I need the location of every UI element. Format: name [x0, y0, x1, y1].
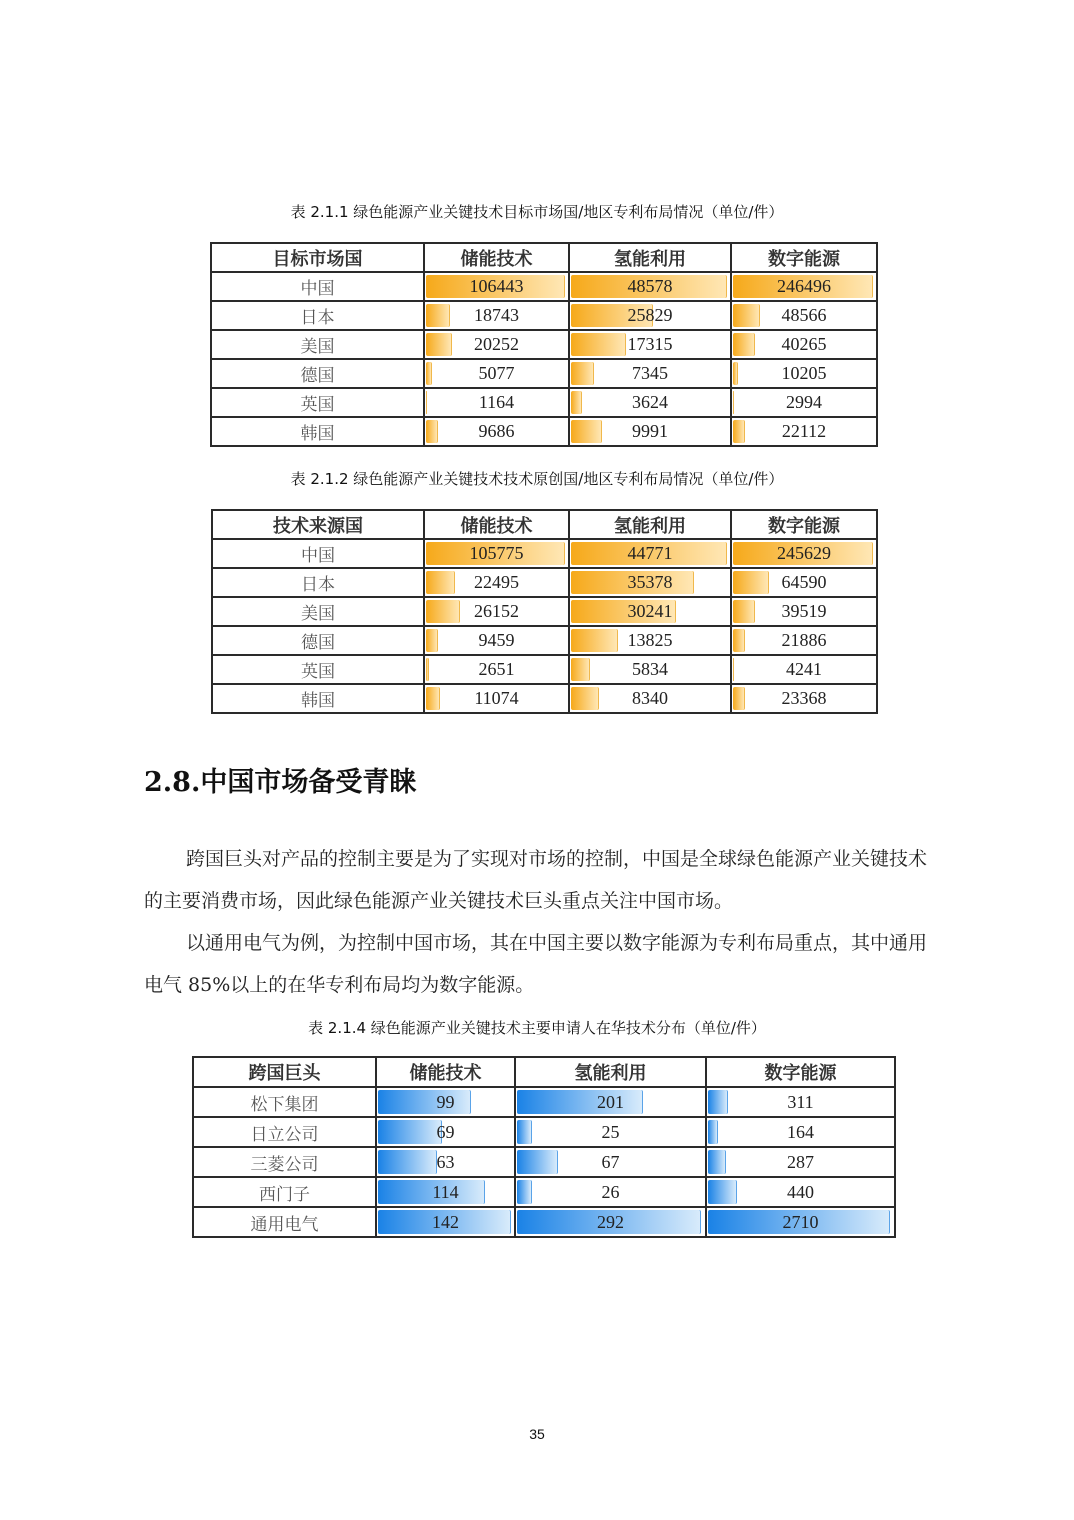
- data-cell: [731, 359, 877, 388]
- data-bar: [733, 391, 734, 414]
- data-cell: [376, 1207, 515, 1237]
- data-cell: [424, 539, 569, 568]
- cell-value: 245629: [777, 543, 831, 563]
- data-bar: [378, 1120, 442, 1144]
- data-bar: [733, 333, 755, 356]
- data-cell: [424, 684, 569, 713]
- column-header: 数字能源: [706, 1057, 895, 1087]
- paragraph-1: 跨国巨头对产品的控制主要是为了实现对市场的控制，中国是全球绿色能源产业关键技术的主要消费市场，因此绿色能源产业关键技术巨头重点关注中国市场。: [144, 838, 944, 922]
- data-cell: [569, 568, 731, 597]
- column-header: 储能技术: [424, 243, 569, 272]
- row-label: 韩国: [212, 684, 424, 713]
- table2: [211, 509, 878, 714]
- row-label: 通用电气: [193, 1207, 376, 1237]
- data-cell: [731, 301, 877, 330]
- cell-value: 11074: [474, 688, 518, 708]
- data-cell: [731, 539, 877, 568]
- row-label: 中国: [212, 539, 424, 568]
- cell-value: 201: [597, 1092, 624, 1112]
- column-header: 氢能利用: [569, 243, 731, 272]
- data-cell: [706, 1177, 895, 1207]
- table-row: [193, 1177, 895, 1207]
- table-row: [193, 1087, 895, 1117]
- cell-value: 63: [437, 1152, 455, 1172]
- data-cell: [731, 330, 877, 359]
- data-cell: [706, 1207, 895, 1237]
- cell-value: 440: [787, 1182, 814, 1202]
- cell-value: 20252: [474, 334, 519, 354]
- row-label: 日立公司: [193, 1117, 376, 1147]
- data-bar: [708, 1180, 737, 1204]
- data-cell: [569, 597, 731, 626]
- cell-value: 2994: [786, 392, 822, 412]
- column-header: 技术来源国: [212, 510, 424, 539]
- table-row: [211, 330, 877, 359]
- cell-value: 164: [787, 1122, 814, 1142]
- data-cell: [515, 1177, 706, 1207]
- cell-value: 287: [787, 1152, 814, 1172]
- data-cell: [569, 388, 731, 417]
- page-number: 35: [0, 1426, 1074, 1442]
- data-bar: [733, 629, 745, 652]
- cell-value: 5077: [479, 363, 515, 383]
- header-row: [193, 1057, 895, 1087]
- data-bar: [426, 571, 455, 594]
- cell-value: 106443: [470, 276, 524, 296]
- data-bar: [378, 1090, 471, 1114]
- cell-value: 48566: [782, 305, 827, 325]
- table-row: [211, 301, 877, 330]
- row-label: 美国: [211, 330, 424, 359]
- table-row: [193, 1117, 895, 1147]
- cell-value: 39519: [782, 601, 827, 621]
- cell-value: 69: [437, 1122, 455, 1142]
- cell-value: 4241: [786, 659, 822, 679]
- table3-caption: 表 2.1.4 绿色能源产业关键技术主要申请人在华技术分布（单位/件）: [0, 1017, 1074, 1038]
- data-bar: [708, 1150, 726, 1174]
- table-row: [193, 1207, 895, 1237]
- data-bar: [571, 687, 599, 710]
- data-bar: [708, 1090, 728, 1114]
- data-cell: [706, 1117, 895, 1147]
- cell-value: 9991: [632, 421, 668, 441]
- row-label: 日本: [211, 301, 424, 330]
- data-bar: [733, 658, 734, 681]
- data-cell: [706, 1087, 895, 1117]
- data-bar: [426, 304, 450, 327]
- column-header: 氢能利用: [569, 510, 731, 539]
- header-row: [211, 243, 877, 272]
- data-cell: [569, 301, 731, 330]
- data-cell: [424, 301, 569, 330]
- data-cell: [731, 684, 877, 713]
- row-label: 韩国: [211, 417, 424, 446]
- cell-value: 246496: [777, 276, 831, 296]
- data-cell: [731, 655, 877, 684]
- data-cell: [424, 597, 569, 626]
- table3: [192, 1056, 896, 1238]
- column-header: 储能技术: [376, 1057, 515, 1087]
- cell-value: 48578: [628, 276, 673, 296]
- data-bar: [571, 333, 626, 356]
- cell-value: 26: [602, 1182, 620, 1202]
- cell-value: 13825: [628, 630, 673, 650]
- data-bar: [733, 420, 745, 443]
- column-header: 跨国巨头: [193, 1057, 376, 1087]
- cell-value: 3624: [632, 392, 668, 412]
- data-cell: [424, 388, 569, 417]
- table1: [210, 242, 878, 447]
- data-bar: [733, 600, 755, 623]
- data-cell: [731, 568, 877, 597]
- data-cell: [569, 272, 731, 301]
- cell-value: 25829: [628, 305, 673, 325]
- cell-value: 40265: [782, 334, 827, 354]
- cell-value: 23368: [782, 688, 827, 708]
- cell-value: 26152: [474, 601, 519, 621]
- cell-value: 35378: [628, 572, 673, 592]
- data-bar: [733, 571, 769, 594]
- data-bar: [426, 658, 429, 681]
- table-row: [211, 417, 877, 446]
- row-label: 美国: [212, 597, 424, 626]
- data-cell: [569, 330, 731, 359]
- table1-caption: 表 2.1.1 绿色能源产业关键技术目标市场国/地区专利布局情况（单位/件）: [0, 201, 1074, 222]
- cell-value: 1164: [479, 392, 514, 412]
- data-cell: [376, 1117, 515, 1147]
- data-bar: [426, 362, 432, 385]
- data-bar: [517, 1120, 532, 1144]
- cell-value: 18743: [474, 305, 519, 325]
- data-cell: [706, 1147, 895, 1177]
- table-row: [211, 272, 877, 301]
- data-bar: [426, 600, 460, 623]
- data-bar: [517, 1180, 532, 1204]
- row-label: 三菱公司: [193, 1147, 376, 1177]
- cell-value: 292: [597, 1212, 624, 1232]
- data-cell: [569, 417, 731, 446]
- cell-value: 21886: [782, 630, 827, 650]
- column-header: 数字能源: [731, 243, 877, 272]
- data-bar: [571, 658, 590, 681]
- data-cell: [731, 272, 877, 301]
- table-row: [212, 655, 877, 684]
- table-row: [212, 684, 877, 713]
- cell-value: 99: [437, 1092, 455, 1112]
- data-cell: [569, 684, 731, 713]
- data-cell: [731, 597, 877, 626]
- data-bar: [517, 1150, 558, 1174]
- data-bar: [733, 687, 745, 710]
- data-bar: [733, 362, 738, 385]
- data-cell: [731, 388, 877, 417]
- data-bar: [426, 629, 438, 652]
- column-header: 氢能利用: [515, 1057, 706, 1087]
- table-row: [193, 1147, 895, 1177]
- row-label: 德国: [211, 359, 424, 388]
- row-label: 松下集团: [193, 1087, 376, 1117]
- data-bar: [571, 629, 618, 652]
- data-bar: [426, 687, 440, 710]
- cell-value: 22495: [474, 572, 519, 592]
- data-cell: [731, 417, 877, 446]
- data-bar: [733, 304, 760, 327]
- section-heading: 2.8.中国市场备受青睐: [144, 760, 416, 799]
- table-row: [212, 626, 877, 655]
- paragraph-2: 以通用电气为例，为控制中国市场，其在中国主要以数字能源为专利布局重点，其中通用电气 85%以上的在华专利布局均为数字能源。: [144, 922, 944, 1006]
- data-cell: [515, 1207, 706, 1237]
- cell-value: 114: [432, 1182, 458, 1202]
- data-cell: [569, 626, 731, 655]
- table2-caption: 表 2.1.2 绿色能源产业关键技术技术原创国/地区专利布局情况（单位/件）: [0, 468, 1074, 489]
- cell-value: 142: [432, 1212, 459, 1232]
- cell-value: 10205: [782, 363, 827, 383]
- data-cell: [376, 1087, 515, 1117]
- cell-value: 2651: [479, 659, 515, 679]
- data-cell: [731, 626, 877, 655]
- table-row: [212, 597, 877, 626]
- column-header: 储能技术: [424, 510, 569, 539]
- cell-value: 7345: [632, 363, 668, 383]
- data-cell: [424, 626, 569, 655]
- data-cell: [424, 655, 569, 684]
- cell-value: 25: [602, 1122, 620, 1142]
- data-bar: [426, 420, 438, 443]
- data-bar: [517, 1090, 643, 1114]
- cell-value: 67: [602, 1152, 620, 1172]
- table-row: [211, 359, 877, 388]
- data-bar: [571, 420, 602, 443]
- data-cell: [515, 1147, 706, 1177]
- table-row: [211, 388, 877, 417]
- cell-value: 30241: [628, 601, 673, 621]
- data-bar: [426, 391, 427, 414]
- header-row: [212, 510, 877, 539]
- data-bar: [378, 1150, 437, 1174]
- row-label: 英国: [212, 655, 424, 684]
- cell-value: 44771: [628, 543, 673, 563]
- cell-value: 8340: [632, 688, 668, 708]
- data-cell: [376, 1147, 515, 1177]
- data-cell: [424, 330, 569, 359]
- cell-value: 64590: [782, 572, 827, 592]
- table-row: [212, 539, 877, 568]
- data-bar: [708, 1120, 718, 1144]
- data-cell: [424, 568, 569, 597]
- data-bar: [571, 362, 594, 385]
- data-cell: [376, 1177, 515, 1207]
- cell-value: 105775: [470, 543, 524, 563]
- cell-value: 9459: [479, 630, 515, 650]
- row-label: 中国: [211, 272, 424, 301]
- data-cell: [515, 1087, 706, 1117]
- row-label: 德国: [212, 626, 424, 655]
- data-cell: [424, 272, 569, 301]
- cell-value: 2710: [783, 1212, 819, 1232]
- cell-value: 22112: [782, 421, 826, 441]
- data-bar: [426, 333, 452, 356]
- table-row: [212, 568, 877, 597]
- cell-value: 311: [787, 1092, 813, 1112]
- data-cell: [424, 359, 569, 388]
- cell-value: 17315: [628, 334, 673, 354]
- data-cell: [515, 1117, 706, 1147]
- data-cell: [424, 417, 569, 446]
- data-cell: [569, 655, 731, 684]
- row-label: 英国: [211, 388, 424, 417]
- row-label: 日本: [212, 568, 424, 597]
- column-header: 数字能源: [731, 510, 877, 539]
- column-header: 目标市场国: [211, 243, 424, 272]
- cell-value: 9686: [479, 421, 515, 441]
- data-cell: [569, 359, 731, 388]
- row-label: 西门子: [193, 1177, 376, 1207]
- data-bar: [571, 391, 582, 414]
- data-cell: [569, 539, 731, 568]
- cell-value: 5834: [632, 659, 668, 679]
